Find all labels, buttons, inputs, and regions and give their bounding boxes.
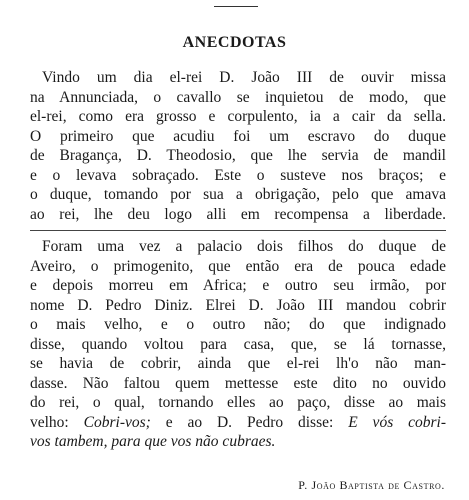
text-line: o duque, tomando por sua a obrigação, pelo que amava — [30, 186, 446, 203]
text-line: e o levava sobraçado. Este o susteve nos braços; e — [30, 166, 446, 184]
text-line: dasse. Não faltou quem mettesse este dito no ouvido — [30, 374, 446, 392]
paragraph-separator — [30, 230, 446, 231]
text-line: disse, quando voltou para casa, que, se lá tornasse, — [30, 335, 446, 353]
paragraph-2 — [30, 237, 446, 452]
text-line: ao rei, lhe deu logo alli em recompensa a liberdade. — [30, 205, 446, 223]
text-line: O primeiro que acudiu foi um escravo do duque — [30, 127, 446, 145]
italic-quote: E vós cobri- — [348, 413, 446, 431]
text-line: do rei, o qual, tornando elles ao paço, disse ao mais — [30, 394, 446, 411]
text-line: Aveiro, o primogenito, que então era de pouca edade — [30, 257, 446, 275]
text-line: nome D. Pedro Diniz. Elrei D. João III mandou cobrir — [30, 296, 446, 314]
text-line: o mais velho, e o outro não; do que indignado — [30, 316, 446, 333]
text-run: velho: — [30, 413, 84, 431]
text-run: e ao D. Pedro disse: — [150, 413, 349, 431]
page-title: ANECDOTAS — [182, 34, 287, 51]
text-line-italic: vos tambem, para que vos não cubraes. — [30, 433, 276, 450]
article-body — [30, 68, 446, 452]
text-line: Vindo um dia el-rei D. João III de ouvir missa — [42, 69, 446, 86]
italic-quote: Cobri-vos; — [83, 413, 151, 431]
text-line: se havia de cobrir, ainda que el-rei lh'o não man- — [30, 355, 446, 372]
top-decorative-rule — [214, 6, 258, 7]
text-line: de Bragança, D. Theodosio, que lhe servia de mandil — [30, 147, 446, 164]
text-line: el-rei, como era grosso e corpulento, ia a cair da sella. — [30, 108, 446, 125]
paragraph-1 — [30, 68, 446, 224]
text-line-mixed — [30, 413, 446, 433]
text-line: Foram uma vez a palacio dois filhos do duque de — [42, 238, 446, 255]
text-line: e depois morreu em Africa; e outro seu irmão, por — [30, 277, 446, 294]
text-line: na Annunciada, o cavallo se inquietou de modo, que — [30, 88, 446, 106]
author-signature: P. João Baptista de Castro. — [298, 478, 445, 492]
